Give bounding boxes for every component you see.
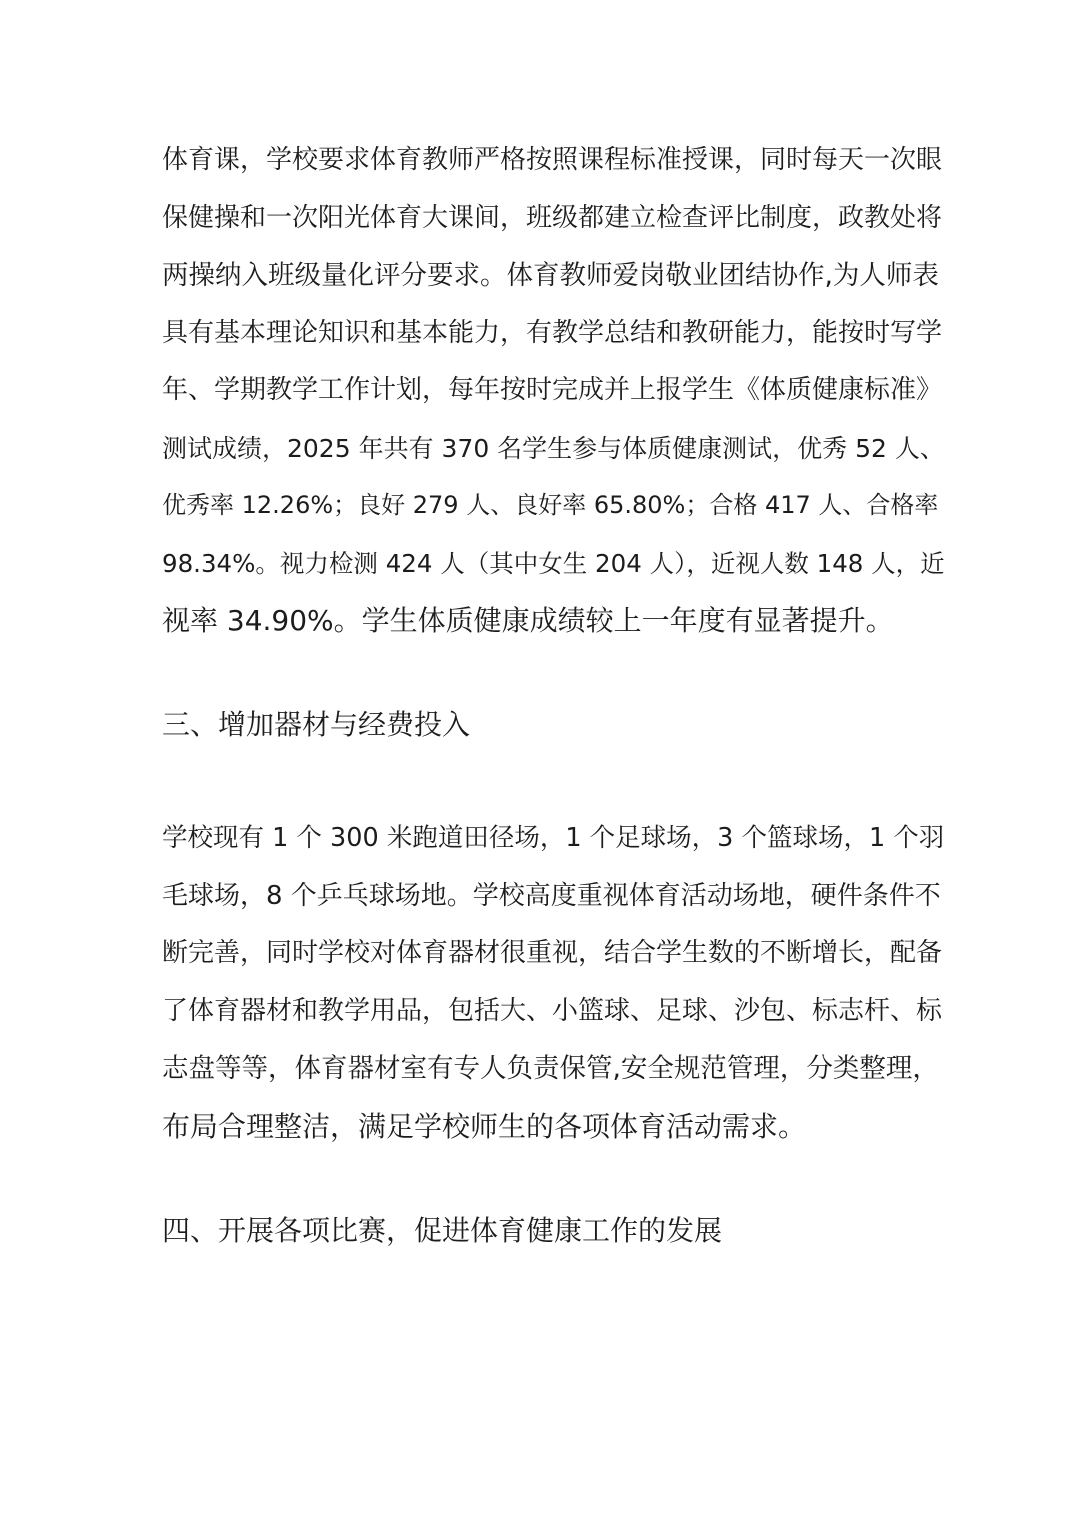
text-line: 志盘等等，体育器材室有专人负责保管,安全规范管理，分类整理， (162, 1053, 939, 1084)
text-line: 断完善，同时学校对体育器材很重视，结合学生数的不断增长，配备 (162, 938, 943, 968)
text-line: 了体育器材和教学用品，包括大、小篮球、足球、沙包、标志杆、标 (162, 995, 943, 1026)
text-line: 保健操和一次阳光体育大课间，班级都建立检查评比制度，政教处将 (162, 202, 943, 233)
text-line: 毛球场，8 个乒乓球场地。学校高度重视体育活动场地，硬件条件不 (162, 880, 941, 911)
paragraph-equipment (162, 810, 945, 1155)
heading-text: 四、开展各项比赛，促进体育健康工作的发展 (162, 1214, 723, 1247)
heading-text: 三、增加器材与经费投入 (162, 708, 471, 741)
paragraph-physical-education (162, 132, 945, 650)
section-heading-4 (162, 1202, 942, 1260)
text-line: 优秀率 12.26%；良好 279 人、良好率 65.80%；合格 417 人、合格率 (162, 491, 939, 519)
text-line: 视率 34.90%。学生体质健康成绩较上一年度有显著提升。 (162, 604, 894, 637)
section-heading-3 (162, 696, 942, 754)
text-line: 学校现有 1 个 300 米跑道田径场，1 个足球场，3 个篮球场，1 个羽 (162, 823, 945, 853)
text-line: 年、学期教学工作计划，每年按时完成并上报学生《体质健康标准》 (162, 375, 943, 405)
text-line: 两操纳入班级量化评分要求。体育教师爱岗敬业团结协作,为人师表 (162, 260, 939, 291)
text-line: 具有基本理论知识和基本能力，有教学总结和教研能力，能按时写学 (162, 317, 943, 348)
text-line: 体育课，学校要求体育教师严格按照课程标准授课，同时每天一次眼 (162, 145, 943, 175)
text-line: 测试成绩，2025 年共有 370 名学生参与体质健康测试，优秀 52 人、 (162, 433, 945, 463)
text-line: 布局合理整洁，满足学校师生的各项体育活动需求。 (162, 1109, 807, 1143)
text-line: 98.34%。视力检测 424 人（其中女生 204 人），近视人数 148 人，近 (162, 548, 945, 578)
